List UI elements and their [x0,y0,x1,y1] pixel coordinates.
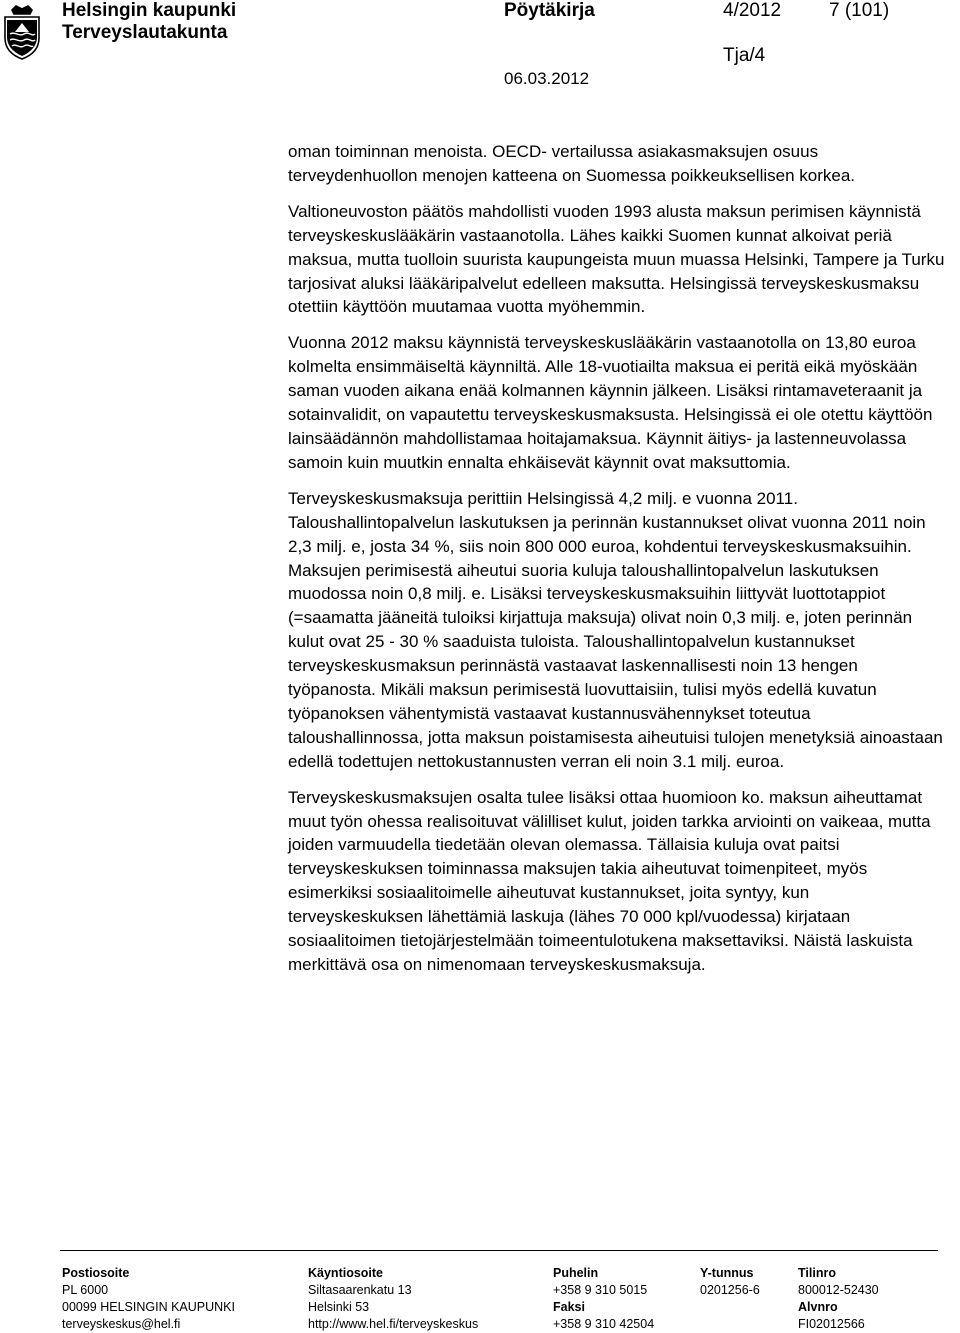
footer-email-link[interactable]: terveyskeskus@hel.fi [62,1317,181,1331]
footer-label: Puhelin [553,1266,599,1280]
footer-value: +358 9 310 42504 [553,1317,655,1331]
footer-divider [60,1250,938,1251]
footer-value: FI02012566 [798,1317,865,1331]
section-code: Tja/4 [723,45,766,66]
footer-label: Alvnro [798,1300,838,1314]
paragraph: Terveyskeskusmaksuja perittiin Helsingissä 4,2 milj. e vuonna 2011. Taloushallintopalvelun laskutuksen ja perinnän kustannukset olivat vuonna 2011 noin 2,3 milj. e, josta 34 %, siis noin 800 000 euroa, kohdentui terveyskeskusmaksuihin. Maksujen perimisestä aiheutui suoria kuluja taloushallintopalvelun laskutuksen muodossa noin 0,8 milj. e. Lisäksi terveyskeskusmaksuihin liittyvät luottotappiot (=saamatta jääneitä tuloiksi kirjattuja maksuja) olivat noin 0,3 milj. e, joten perinnän kulut ovat 25 - 30 % saaduista tuloista. Taloushallintopalvelun kustannukset terveyskeskusmaksun perinnästä vastaavat laskennallisesti noin 13 hengen työpanosta. Mikäli maksun perimisestä luovuttaisiin, tulisi myös edellä kuvatun työpanoksen vähentymistä vastaavat kustannusvähennykset toteutua taloushallinnossa, jotta maksun poistamisesta aiheutuisi tulojen menetyksiä ainoastaan edellä todettujen nettokustannusten verran eli noin 3.1 milj. euroa. [288,488,943,771]
footer-value: 0201256-6 [700,1283,760,1297]
footer-value: PL 6000 [62,1283,109,1297]
footer-label: Käyntiosoite [308,1266,384,1280]
footer-phone [553,1265,654,1333]
footer-value: +358 9 310 5015 [553,1283,648,1297]
unit-name: Terveyslautakunta [62,22,228,43]
footer-value: 00099 HELSINGIN KAUPUNKI [62,1300,235,1314]
document-type: Pöytäkirja [504,0,595,21]
footer-visiting-address [308,1265,478,1333]
document-number: 4/2012 [723,0,782,21]
footer-postal-address [62,1265,235,1333]
paragraph: Valtioneuvoston päätös mahdollisti vuoden 1993 alusta maksun perimisen käynnistä terveyskeskuslääkärin vastaanotolla. Lähes kaikki Suomen kunnat alkoivat periä maksua, mutta tuolloin suurista kaupungeista muun muassa Helsinki, Tampere ja Turku tarjosivat aluksi lääkäripalvelut edelleen maksutta. Helsingissä terveyskeskusmaksu otettiin käyttöön muutamaa vuotta myöhemmin. [288,201,945,317]
footer-business-id [700,1265,760,1299]
footer-label: Tilinro [798,1266,836,1280]
footer-label: Faksi [553,1300,585,1314]
meeting-date: 06.03.2012 [504,69,590,88]
paragraph: Terveyskeskusmaksujen osalta tulee lisäksi ottaa huomioon ko. maksun aiheuttamat muut työn ohessa realisoituvat välilliset kulut, joiden tarkka arviointi on vaikeaa, mutta joiden varmuudella tiedetään olevan olemassa. Tällaisia kuluja ovat paitsi terveyskeskuksen toiminnassa maksujen takia aiheutuvat toimenpiteet, myös esimerkiksi sosiaalitoimelle aiheutuvat kustannukset, joita syntyy, kun terveyskeskuksen lähettämiä laskuja (lähes 70 000 kpl/vuodessa) kirjataan sosiaalitoimen tietojärjestelmään toimeentulotukena maksettaviksi. Näistä laskuista merkittävä osa on nimenomaan terveyskeskusmaksuja. [288,787,931,974]
footer-website-link[interactable]: http://www.hel.fi/terveyskeskus [308,1317,479,1331]
footer-account [798,1265,879,1333]
paragraph: oman toiminnan menoista. OECD- vertailussa asiakasmaksujen osuus terveydenhuollon menojen katteena on Suomessa poikkeuksellisen korkea. [288,142,856,185]
footer-value: 800012-52430 [798,1283,879,1297]
document-body [288,140,948,977]
footer-label: Postiosoite [62,1266,130,1280]
page-number: 7 (101) [829,0,890,21]
organization-name: Helsingin kaupunki [62,0,237,21]
helsinki-coat-of-arms-icon [2,4,42,60]
footer-value: Siltasaarenkatu 13 [308,1283,412,1297]
footer-label: Y-tunnus [700,1266,754,1280]
footer-value: Helsinki 53 [308,1300,370,1314]
paragraph: Vuonna 2012 maksu käynnistä terveyskeskuslääkärin vastaanotolla on 13,80 euroa kolmelta ensimmäiseltä käynniltä. Alle 18-vuotiailta maksua ei peritä eikä myöskään saman vuoden aikana enää kolmannen käynnin jälkeen. Lisäksi rintamaveteraanit ja sotainvalidit, on vapautettu terveyskeskusmaksusta. Helsingissä ei ole otettu käyttöön lainsäädännön mahdollistamaa hoitajamaksua. Käynnit äitiys- ja lastenneuvolassa samoin kuin muutkin ennalta ehkäisevät käynnit ovat maksuttomia. [288,333,933,472]
